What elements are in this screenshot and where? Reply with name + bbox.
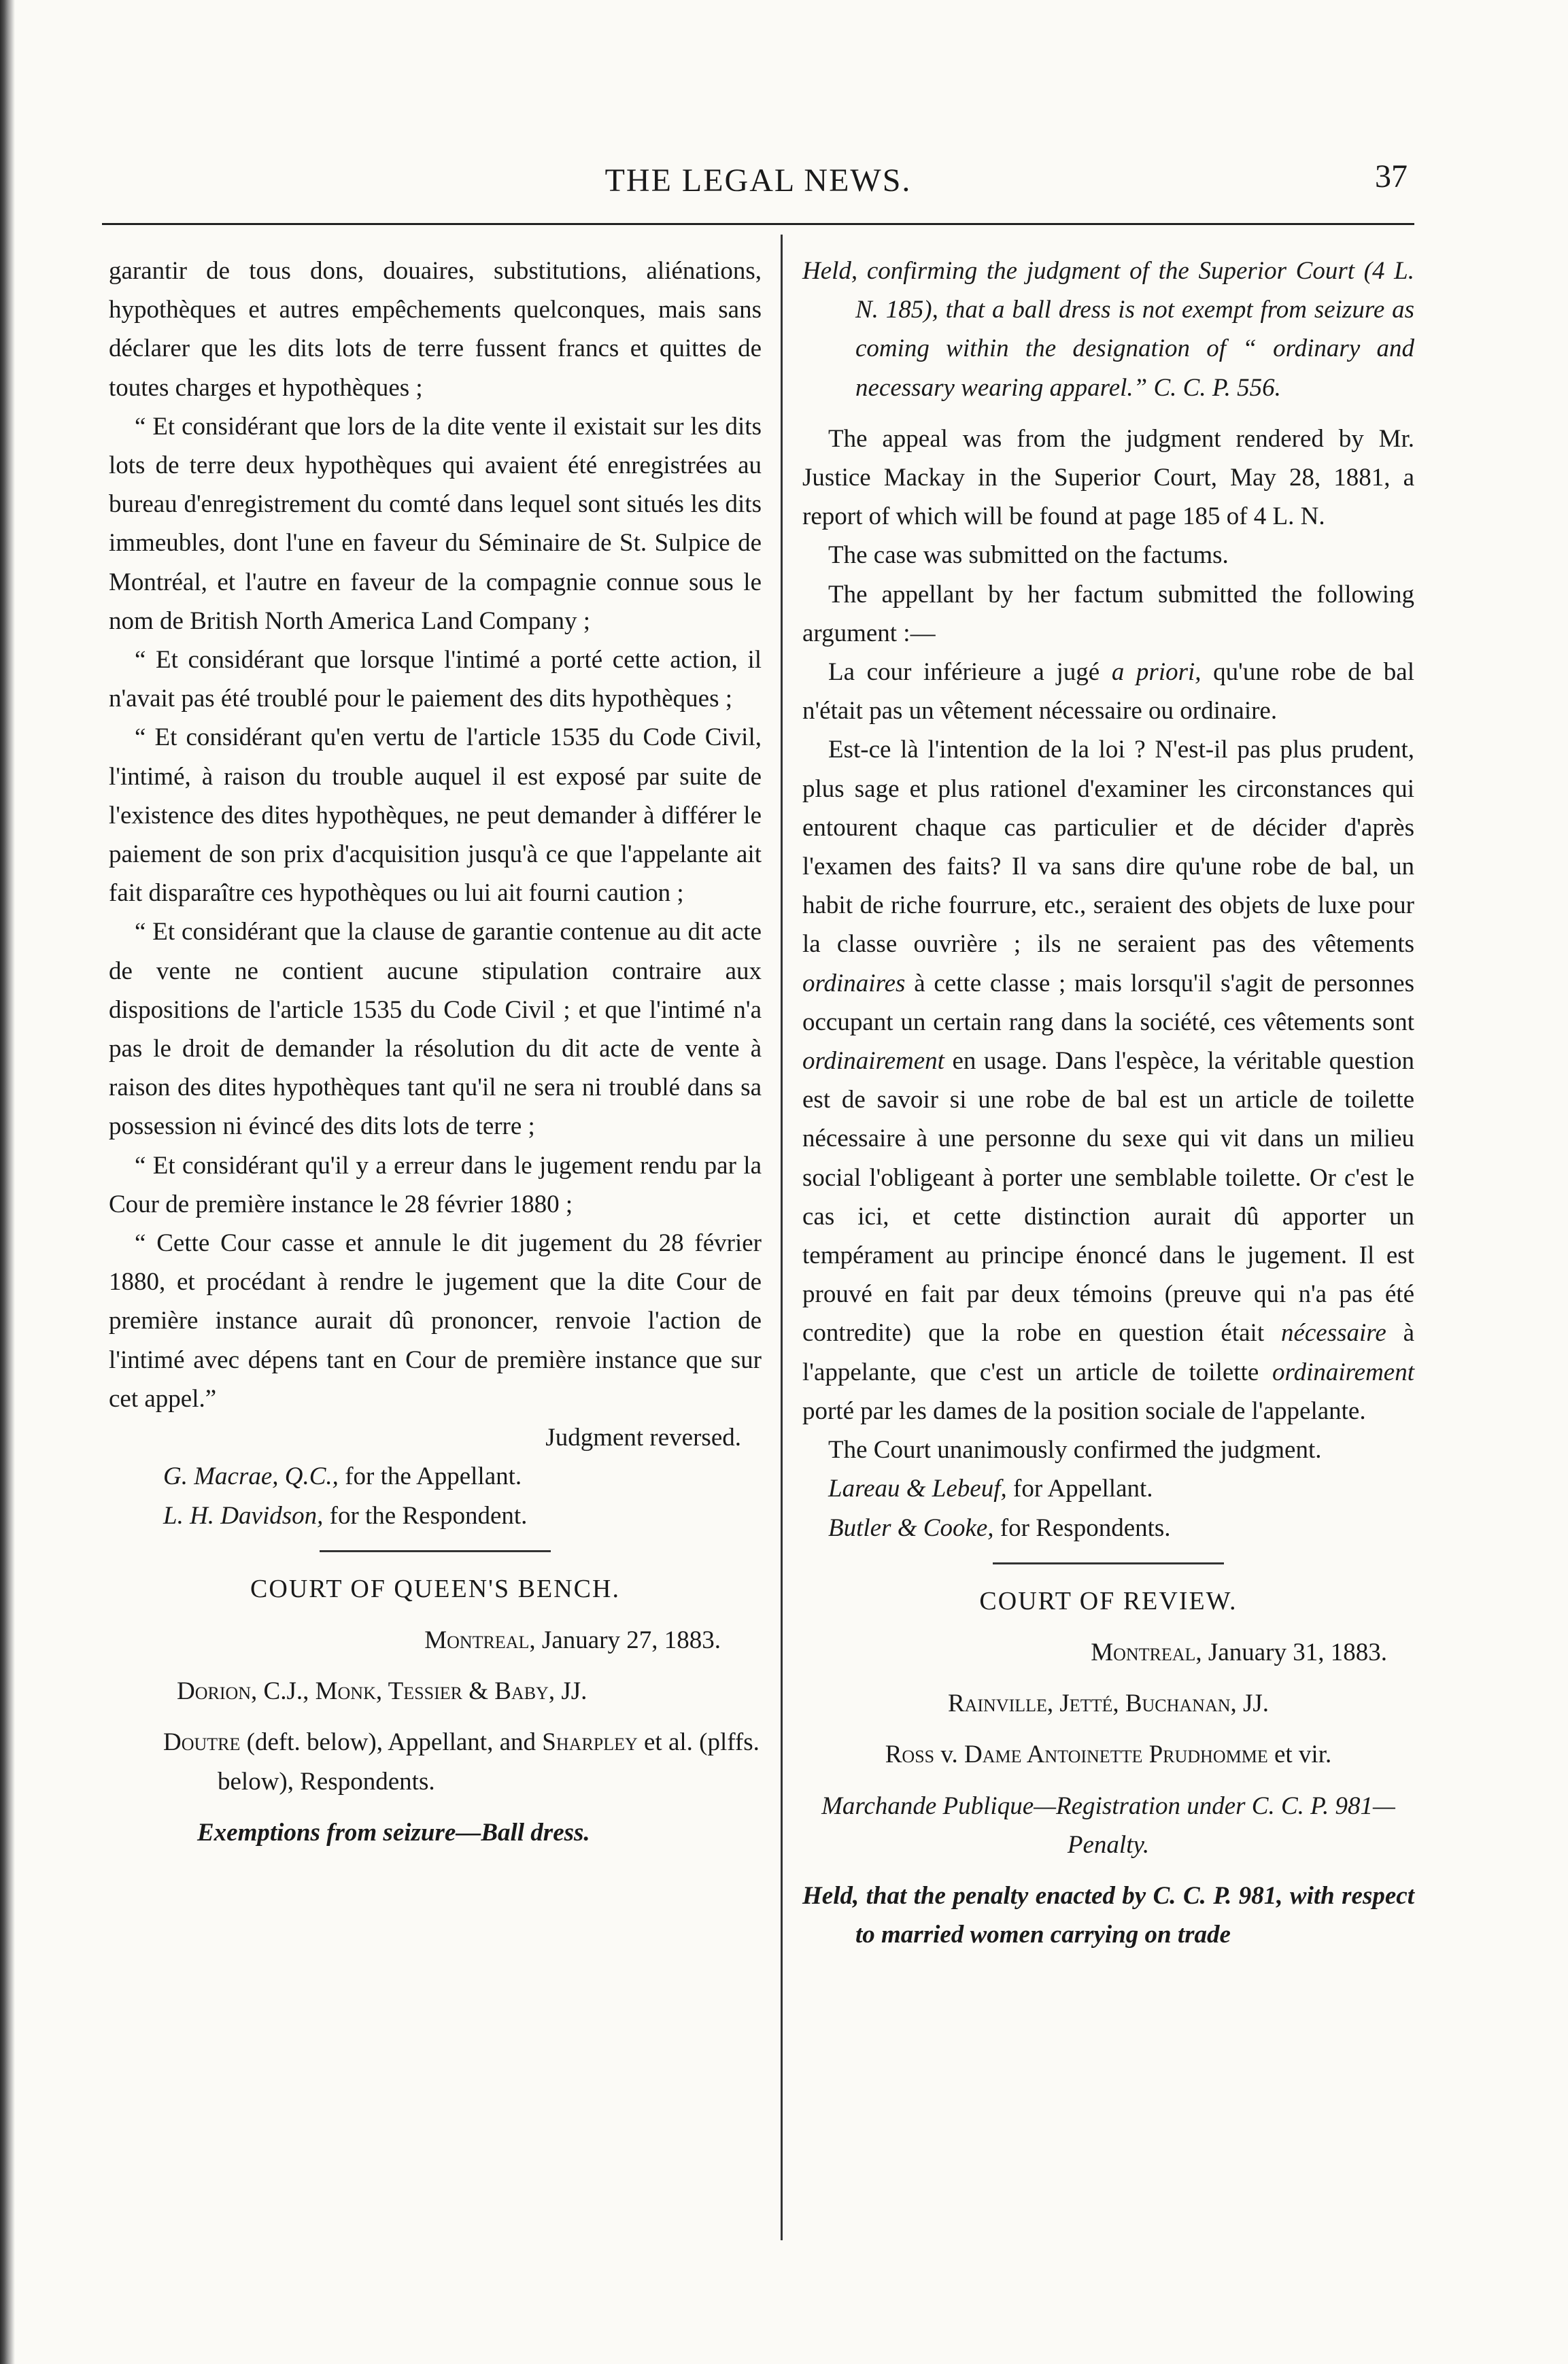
scan-edge-shadow	[0, 0, 15, 2364]
counsel-role: for Appellant.	[1013, 1475, 1153, 1503]
text-run: à cette classe ; mais lorsqu'il s'agit de personnes occupant un certain rang dans la société, ces vêtements sont	[802, 969, 1415, 1036]
paragraph: The appeal was from the judgment rendered by Mr. Justice Mackay in the Superior Court, May 28, 1881, a report of which will be found at page 185 of 4 L. N.	[802, 424, 1414, 531]
subject-line: Marchande Publique—Registration under C. C. P. 981—Penalty.	[821, 1792, 1395, 1859]
case-versus: v.	[940, 1741, 958, 1769]
paragraph: “ Et considérant que lors de la dite vente il existait sur les dits lots de terre deux hypothèques qui avaient été enregistrées au bureau d'enregistrement du comté dans lequel sont situés les dits immeubles, dont l'une en faveur du Séminaire de St. Sulpice de Montréal, et l'autre en faveur de la compagnie connue sous le nom de British North America Land Company ;	[109, 412, 762, 635]
header-rule	[102, 223, 1414, 225]
counsel-role: for Respondents.	[1000, 1513, 1171, 1542]
dateline	[109, 1621, 762, 1660]
text-run: La cour inférieure a jugé	[828, 658, 1100, 687]
text-run: en usage. Dans l'espèce, la véritable question est de savoir si une robe de bal est un article de toilette nécessaire à une personne du sexe qui vit dans un milieu social l'obligeant à porter une semblable toilette. Or c'est le cas ici, et cette distinction aurait dû apporter un tempérament au principe énoncé dans le jugement. Il est prouvé en fait par deux témoins (preuve qui n'a pas été contredite) que la robe en question était	[802, 1047, 1414, 1348]
text-run: nécessaire	[1280, 1319, 1386, 1348]
running-title: THE LEGAL NEWS.	[604, 162, 912, 199]
court-heading: COURT OF REVIEW.	[979, 1586, 1238, 1615]
subject-line: Exemptions from seizure—Ball dress.	[197, 1818, 590, 1847]
case-party: Ross	[885, 1741, 935, 1769]
held-note: Held, confirming the judgment of the Superior Court (4 L. N. 185), that a ball dress is not exempt from seizure as coming within the designation of “ ordinary and necessary wearing apparel.” C. C. P. 556.	[802, 257, 1414, 402]
column-divider	[781, 235, 783, 2240]
paragraph: “ Cette Cour casse et annule le dit jugement du 28 février 1880, et procédant à rendre le jugement que la dite Cour de première instance aurait dû prononcer, renvoie l'action de l'intimé avec dépens tant en Cour de première instance que sur cet appel.”	[109, 1229, 762, 1413]
counsel-line	[802, 1509, 1414, 1547]
dateline-city: Montreal,	[1091, 1638, 1202, 1666]
counsel-line	[109, 1496, 762, 1535]
judges-line: Rainville, Jetté, Buchanan, JJ.	[947, 1690, 1269, 1718]
dateline-date: January 31, 1883.	[1208, 1638, 1387, 1666]
counsel-line	[802, 1469, 1414, 1508]
counsel-name: L. H. Davidson,	[163, 1501, 324, 1530]
page-header	[102, 158, 1414, 219]
parties-text: et al. (plffs. below), Respondents.	[218, 1728, 760, 1796]
section-rule	[320, 1550, 551, 1552]
text-run: qu'une robe de bal n'était pas un vêtement nécessaire ou ordinaire.	[802, 658, 1414, 725]
text-run: Est-ce là l'intention de la loi ? N'est-il pas plus prudent, plus sage et plus rationel d'examiner les circonstances qui entourent chaque cas particulier et de décider d'après l'examen des faits? Il va sans dire qu'une robe de bal, un habit de riche fourrure, etc., seraient des objets de luxe pour la classe ouvrière ; ils ne seraient pas des vêtements	[802, 736, 1414, 959]
dateline-city: Montreal,	[424, 1626, 536, 1654]
parties-text: (deft. below), Appellant, and	[246, 1728, 536, 1757]
counsel-role: for the Respondent.	[329, 1501, 528, 1530]
text-run: ordinairement	[1272, 1358, 1415, 1386]
paragraph: “ Et considérant que la clause de garantie contenue au dit acte de vente ne contient aucune stipulation contraire aux dispositions de l'article 1535 du Code Civil ; et que l'intimé n'a pas le droit de demander la résolution du dit acte de vente à raison des dites hypothèques tant qu'il ne sera ni troublé dans sa possession ni évincé des dits lots de terre ;	[109, 918, 762, 1141]
paragraph	[802, 730, 1414, 1431]
party-appellant: Doutre	[163, 1728, 241, 1757]
paragraph: “ Et considérant que lorsque l'intimé a porté cette action, il n'avait pas été troublé pour le paiement des dits hypothèques ;	[109, 646, 762, 713]
text-run: a priori,	[1111, 658, 1201, 687]
counsel-name: Lareau & Lebeuf,	[828, 1475, 1007, 1503]
court-heading: COURT OF QUEEN'S BENCH.	[250, 1574, 620, 1603]
section-rule	[993, 1562, 1224, 1564]
dateline-date: January 27, 1883.	[541, 1626, 721, 1654]
case-party: Dame Antoinette Prudhomme	[964, 1741, 1268, 1769]
paragraph: The appellant by her factum submitted the following argument :—	[802, 580, 1414, 647]
case-title	[802, 1735, 1414, 1774]
judgment-result: Judgment reversed.	[545, 1424, 741, 1452]
judges-line: Dorion, C.J., Monk, Tessier & Baby, JJ.	[177, 1677, 587, 1706]
counsel-line	[109, 1457, 762, 1496]
counsel-name: Butler & Cooke,	[828, 1513, 994, 1542]
paragraph: garantir de tous dons, douaires, substitutions, aliénations, hypothèques et autres empêchements quelconques, mais sans déclarer que les dits lots de terre fussent francs et quittes de toutes charges et hypothèques ;	[109, 257, 762, 402]
text-run: à l'appelante, que c'est un article de toilette	[802, 1319, 1415, 1386]
paragraph: The case was submitted on the factums.	[828, 541, 1229, 570]
paragraph	[802, 653, 1414, 730]
paragraph: “ Et considérant qu'il y a erreur dans le jugement rendu par la Cour de première instance le 28 février 1880 ;	[109, 1151, 762, 1218]
right-column	[802, 252, 1414, 1954]
left-column	[109, 252, 762, 1852]
text-run: ordinairement	[802, 1047, 944, 1076]
text-run: ordinaires	[802, 969, 906, 997]
parties-line	[109, 1723, 762, 1800]
text-run: porté par les dames de la position sociale de l'appelante.	[802, 1397, 1366, 1425]
counsel-role: for the Appellant.	[345, 1462, 522, 1491]
party-respondent: Sharpley	[542, 1728, 638, 1757]
held-note: Held, that the penalty enacted by C. C. P. 981, with respect to married women carrying on trade	[802, 1881, 1414, 1949]
counsel-name: G. Macrae, Q.C.,	[163, 1462, 339, 1491]
page-number: 37	[1375, 158, 1408, 194]
dateline	[802, 1633, 1414, 1672]
case-suffix: et vir.	[1274, 1741, 1332, 1769]
paragraph: The Court unanimously confirmed the judgment.	[828, 1436, 1322, 1464]
paragraph: “ Et considérant qu'en vertu de l'article 1535 du Code Civil, l'intimé, à raison du trouble auquel il est exposé par suite de l'existence des dites hypothèques, ne peut demander à différer le paiement de son prix d'acquisition jusqu'à ce que l'appelante ait fait disparaître ces hypothèques ou lui ait fourni caution ;	[109, 723, 762, 908]
